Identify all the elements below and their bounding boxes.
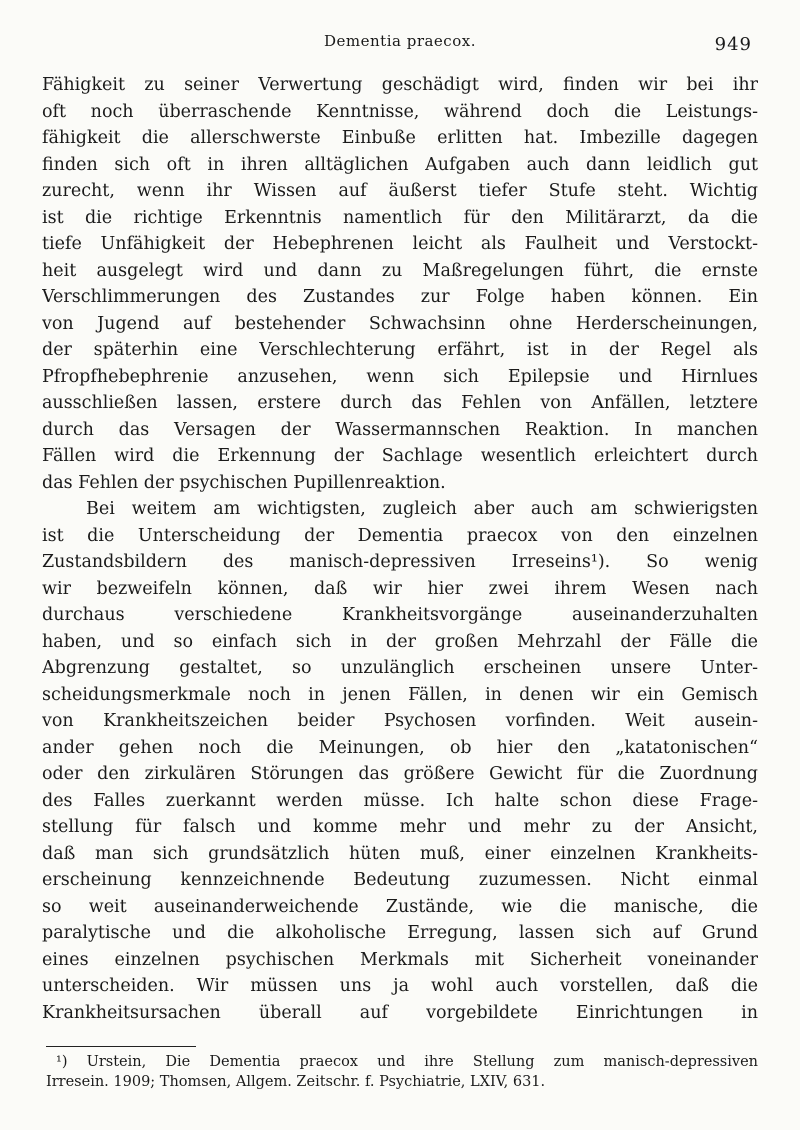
text-line: Verschlimmerungen des Zustandes zur Folge haben können. Ein: [42, 287, 758, 307]
text-line: eines einzelnen psychischen Merkmals mit Sicherheit voneinander: [42, 949, 758, 970]
text-line: Fähigkeit zu seiner Verwertung geschädigt wird, finden wir bei ihr: [42, 75, 758, 95]
text-line: finden sich oft in ihren alltäglichen Aufgaben auch dann leidlich gut: [42, 154, 758, 175]
text-line: paralytische und die alkoholische Erregung, lassen sich auf Grund: [42, 923, 758, 943]
body-text: [42, 72, 758, 1026]
text-line: das Fehlen der psychischen Pupillenreaktion.: [42, 472, 446, 493]
text-line: ist die Unterscheidung der Dementia praecox von den einzelnen: [42, 525, 758, 546]
text-line: scheidungsmerkmale noch in jenen Fällen, in denen wir ein Gemisch: [42, 684, 758, 705]
text-line: haben, und so einfach sich in der großen Mehrzahl der Fälle die: [42, 631, 758, 652]
text-line: fähigkeit die allerschwerste Einbuße erlitten hat. Imbezille dagegen: [42, 128, 758, 148]
page-number: 949: [714, 34, 752, 55]
text-line: erscheinung kennzeichnende Bedeutung zuzumessen. Nicht einmal: [42, 870, 758, 890]
text-line: von Jugend auf bestehender Schwachsinn ohne Herderscheinungen,: [42, 313, 758, 334]
text-line: daß man sich grundsätzlich hüten muß, einer einzelnen Krankheits-: [42, 843, 758, 864]
footnote-line: ¹) Urstein, Die Dementia praecox und ihre Stellung zum manisch-depressiven: [56, 1054, 758, 1070]
footnotes: [46, 1052, 758, 1092]
text-line: unterscheiden. Wir müssen uns ja wohl auch vorstellen, daß die: [42, 976, 758, 996]
text-line: ist die richtige Erkenntnis namentlich für den Militärarzt, da die: [42, 207, 758, 228]
text-line: Pfropfhebephrenie anzusehen, wenn sich Epilepsie und Hirnlues: [42, 366, 758, 387]
text-line: Abgrenzung gestaltet, so unzulänglich erscheinen unsere Unter-: [42, 658, 758, 678]
text-line: Krankheitsursachen überall auf vorgebildete Einrichtungen in: [42, 1002, 758, 1023]
text-line: tiefe Unfähigkeit der Hebephrenen leicht als Faulheit und Verstockt-: [42, 234, 758, 254]
text-line: Bei weitem am wichtigsten, zugleich aber auch am schwierigsten: [86, 499, 758, 519]
text-line: Zustandsbildern des manisch-depressiven Irreseins¹). So wenig: [42, 552, 758, 572]
text-line: stellung für falsch und komme mehr und mehr zu der Ansicht,: [42, 817, 758, 837]
page-header: [0, 32, 800, 56]
text-line: ausschließen lassen, erstere durch das Fehlen von Anfällen, letztere: [42, 393, 758, 413]
text-line: so weit auseinanderweichende Zustände, wie die manische, die: [42, 896, 758, 917]
text-line: des Falles zuerkannt werden müsse. Ich halte schon diese Frage-: [42, 790, 758, 811]
text-line: der späterhin eine Verschlechterung erfährt, ist in der Regel als: [42, 340, 758, 360]
text-line: ander gehen noch die Meinungen, ob hier den „katatonischen“: [42, 737, 758, 758]
text-line: zurecht, wenn ihr Wissen auf äußerst tiefer Stufe steht. Wichtig: [42, 181, 758, 201]
footnote-line: Irresein. 1909; Thomsen, Allgem. Zeitschr. f. Psychiatrie, LXIV, 631.: [46, 1074, 546, 1090]
text-line: oder den zirkulären Störungen das größere Gewicht für die Zuordnung: [42, 764, 758, 784]
text-line: oft noch überraschende Kenntnisse, während doch die Leistungs-: [42, 101, 758, 122]
footnote-divider: [46, 1046, 196, 1047]
text-line: heit ausgelegt wird und dann zu Maßregelungen führt, die ernste: [42, 260, 758, 281]
running-title: Dementia praecox.: [324, 32, 476, 50]
text-line: durch das Versagen der Wassermannschen Reaktion. In manchen: [42, 419, 758, 440]
text-line: wir bezweifeln können, daß wir hier zwei ihrem Wesen nach: [42, 578, 758, 599]
text-line: Fällen wird die Erkennung der Sachlage wesentlich erleichtert durch: [42, 446, 758, 466]
text-line: von Krankheitszeichen beider Psychosen vorfinden. Weit ausein-: [42, 711, 758, 731]
text-line: durchaus verschiedene Krankheitsvorgänge auseinanderzuhalten: [42, 605, 758, 625]
